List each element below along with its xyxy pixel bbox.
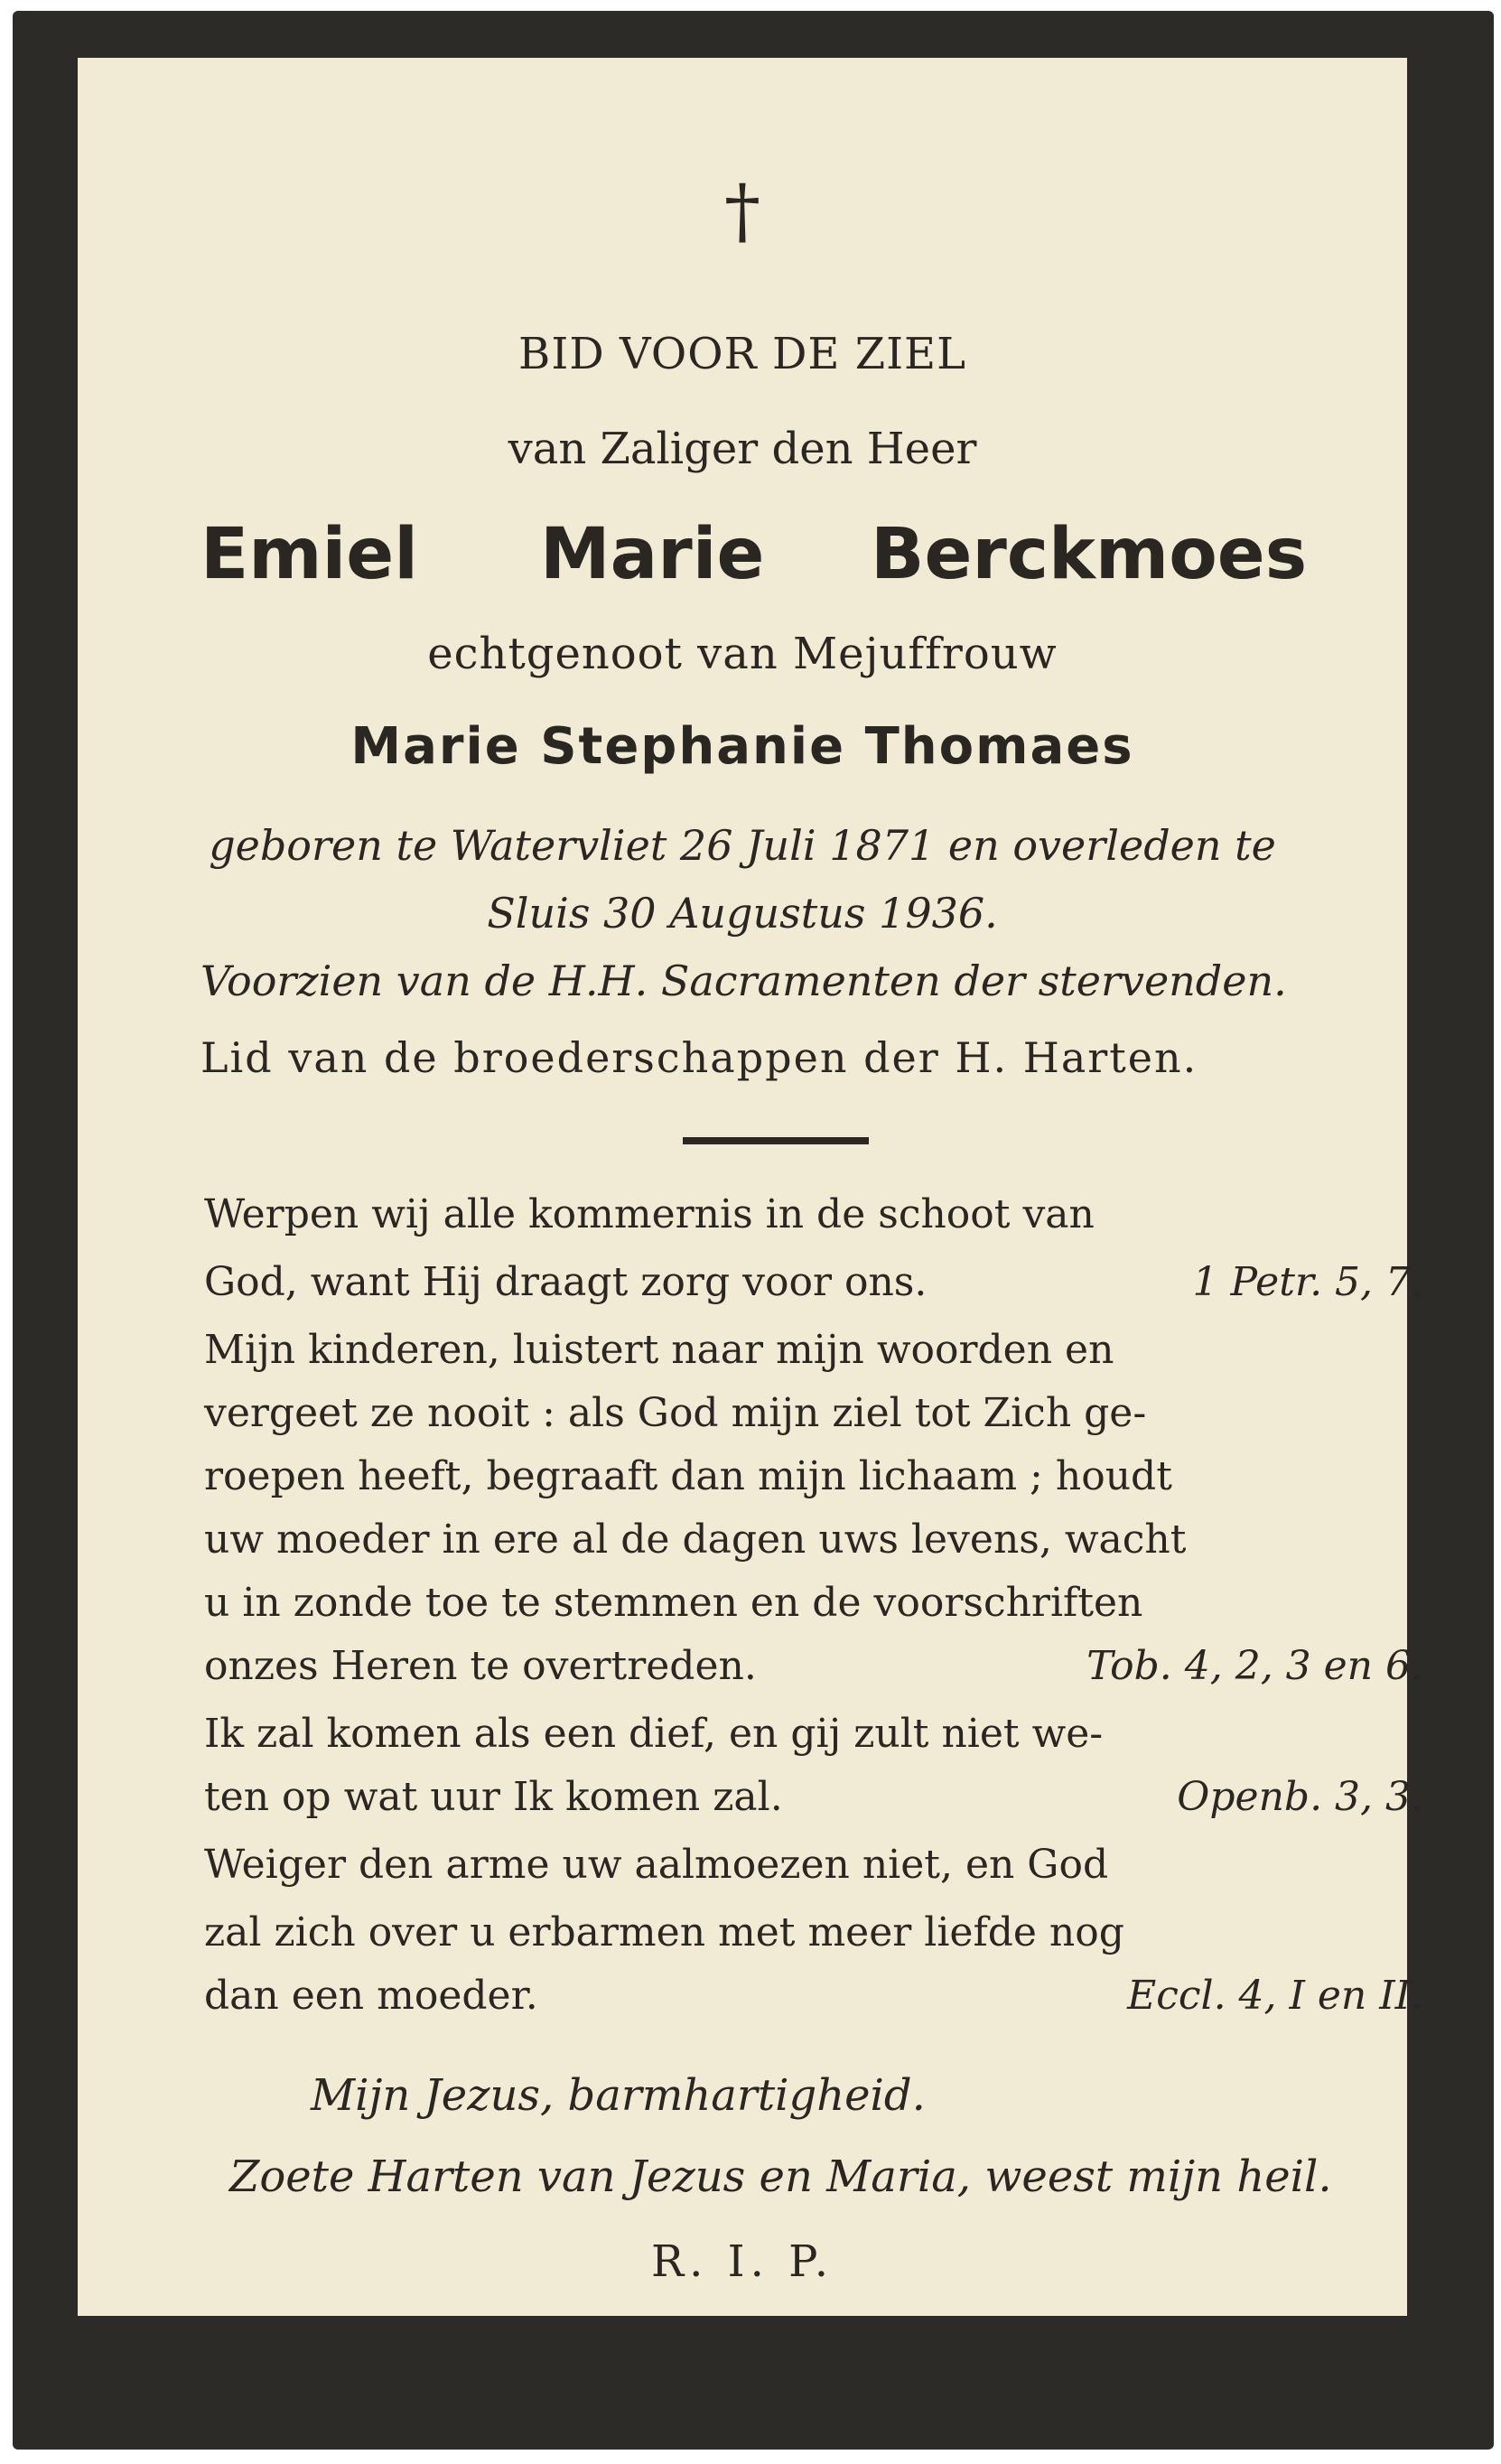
last-name: Berckmoes (871, 514, 1308, 595)
prayer-line-2: Zoete Harten van Jezus en Maria, weest mijn heil. (229, 2151, 1332, 2202)
verse-line: u in zonde toe te stemmen en de voorschriften (204, 1580, 1143, 1626)
birth-death-line-1: geboren te Watervliet 26 Juli 1871 en overleden te (209, 821, 1276, 870)
verse-line: vergeet ze nooit : als God mijn ziel tot Zich ge- (204, 1390, 1147, 1436)
verse-line: zal zich over u erbarmen met meer liefde nog (204, 1909, 1124, 1955)
middle-name: Marie (540, 514, 765, 595)
card-heading: BID VOOR DE ZIEL (518, 329, 966, 379)
mourning-border (13, 11, 1494, 2450)
verse-line: Weiger den arme uw aalmoezen niet, en God (204, 1842, 1109, 1888)
divider-rule (683, 1137, 869, 1144)
verse-line: dan een moeder. Eccl. 4, I en II. (204, 1973, 1423, 2019)
rip-closing: R. I. P. (651, 2236, 834, 2287)
verse-line: onzes Heren te overtreden. Tob. 4, 2, 3 en 6. (204, 1643, 1423, 1689)
verse-line: Mijn kinderen, luistert naar mijn woorden en (204, 1327, 1114, 1373)
verse-line: ten op wat uur Ik komen zal. Openb. 3, 3. (204, 1774, 1423, 1820)
verse-line: roepen heeft, begraaft dan mijn lichaam ; houdt (204, 1453, 1172, 1499)
membership-line: Lid van de broederschappen der H. Harten. (200, 1033, 1198, 1082)
card-subheading: van Zaliger den Heer (508, 424, 977, 474)
birth-death-line-2: Sluis 30 Augustus 1936. (487, 889, 998, 938)
verse-line: Werpen wij alle kommernis in de schoot van (204, 1191, 1095, 1237)
sacraments-line: Voorzien van de H.H. Sacramenten der stervenden. (200, 957, 1287, 1005)
verse-line: God, want Hij draagt zorg voor ons. 1 Petr. 5, 7. (204, 1259, 1423, 1305)
prayer-line-1: Mijn Jezus, barmhartigheid. (311, 2070, 926, 2121)
spouse-prefix: echtgenoot van Mejuffrouw (427, 629, 1058, 679)
verse-line: uw moeder in ere al de dagen uws levens, wacht (204, 1517, 1187, 1563)
verse-line: Ik zal komen als een dief, en gij zult niet we- (204, 1711, 1104, 1757)
cross-icon: † (724, 169, 760, 253)
first-name: Emiel (200, 514, 418, 595)
memorial-card (78, 58, 1423, 2316)
spouse-name: Marie Stephanie Thomaes (350, 717, 1134, 776)
